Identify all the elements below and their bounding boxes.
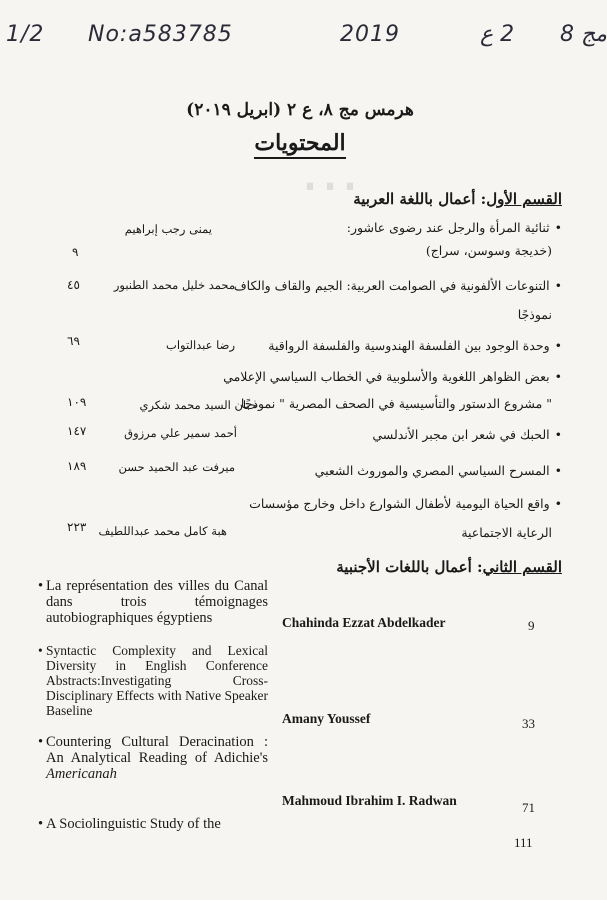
toc-entry-title-cont: الرعاية الاجتماعية xyxy=(461,525,552,540)
toc-entry-page: 33 xyxy=(522,716,535,731)
toc-entry-page: ١٠٩ xyxy=(67,395,87,409)
toc-entry-title xyxy=(38,734,268,782)
toc-entry-title xyxy=(38,578,268,626)
toc-entry-page: ١٨٩ xyxy=(67,459,87,473)
handwritten-issue: 2 ع xyxy=(480,22,515,47)
toc-entry-title-cont: نموذجًا xyxy=(517,307,552,322)
bullet-icon: • xyxy=(38,816,44,832)
bullet-icon: • xyxy=(38,643,43,658)
toc-entry-page: ٤٥ xyxy=(67,278,80,292)
handwritten-page-count: 1/2 xyxy=(6,22,45,47)
issue-header: هرمس مج ٨، ع ٢ (ابريل ٢٠١٩) xyxy=(186,100,414,120)
section-heading-foreign xyxy=(336,558,562,576)
handwritten-record-number: No:a583785 xyxy=(88,22,233,47)
bullet-icon: • xyxy=(38,578,44,594)
bleed-through-text: ⋯ xyxy=(300,150,360,220)
toc-entry-author: أحمد سمير علي مرزوق xyxy=(124,426,237,440)
toc-entry-page: ٢٢٣ xyxy=(67,520,87,534)
entry-title-text: Syntactic Complexity and Lexical Diversity in English Conference Abstracts:Investigating Cross-Disciplinary Effects with Native Speaker Baseline xyxy=(46,643,268,718)
toc-entry-title-cont: " مشروع الدستور والتأسيسية في الصحف المصرية " نموذجًا xyxy=(240,396,552,411)
toc-entry-title: • واقع الحياة اليومية لأطفال الشوارع داخل وخارج مؤسسات xyxy=(249,496,562,511)
toc-entry-title xyxy=(38,816,268,832)
section-heading-arabic xyxy=(353,190,562,208)
toc-entry-author: يمنى رجب إبراهيم xyxy=(124,222,212,236)
toc-entry-title: • بعض الظواهر اللغوية والأسلوبية في الخطاب السياسي الإعلامي xyxy=(223,369,562,384)
toc-entry-page: ٦٩ xyxy=(67,334,80,348)
page-title xyxy=(150,130,450,156)
toc-entry-author: هبة كامل محمد عبداللطيف xyxy=(98,524,227,538)
toc-entry-author: ميرفت عبد الحميد حسن xyxy=(118,460,235,474)
toc-entry-author: Amany Youssef xyxy=(282,711,371,726)
section-label: القسم الثاني xyxy=(482,558,562,576)
bullet-icon: • xyxy=(38,734,44,750)
entry-title-text: A Sociolinguistic Study of the xyxy=(46,816,221,832)
section-title: : أعمال باللغات الأجنبية xyxy=(336,558,483,576)
toc-entry-page: ١٤٧ xyxy=(67,424,87,438)
entry-title-italic: Americanah xyxy=(46,766,117,782)
toc-entry-author: رضا عبدالتواب xyxy=(166,338,235,352)
toc-entry-title: • وحدة الوجود بين الفلسفة الهندوسية والفلسفة الرواقية xyxy=(268,338,562,353)
handwritten-year: 2019 xyxy=(340,22,400,47)
entry-title-text: Countering Cultural Deracination : An Analytical Reading of Adichie's xyxy=(46,734,268,766)
toc-entry-page: 9 xyxy=(528,618,535,633)
section-title: : أعمال باللغة العربية xyxy=(353,190,487,208)
handwritten-volume: مج 8 xyxy=(560,22,607,47)
section-label: القسم الأول xyxy=(486,190,562,208)
toc-entry-title xyxy=(38,643,268,718)
toc-entry-author: Chahinda Ezzat Abdelkader xyxy=(282,615,446,630)
toc-entry-page: ٩ xyxy=(72,245,79,259)
entry-title-text: La représentation des villes du Canal dans trois témoignages autobiographiques égyptiens xyxy=(46,578,268,626)
toc-entry-title: • الحبك في شعر ابن مجبر الأندلسي xyxy=(372,427,562,442)
toc-entry-author: محمد خليل محمد الطنبور xyxy=(113,278,235,292)
toc-entry-page: 71 xyxy=(522,800,535,815)
toc-entry-author: Mahmoud Ibrahim I. Radwan xyxy=(282,793,457,808)
toc-entry-author: حنان السيد محمد شكري xyxy=(139,398,257,412)
toc-entry-title: • ثنائية المرأة والرجل عند رضوى عاشور: xyxy=(347,220,562,235)
toc-entry-title: • التنوعات الألفونية في الصوامت العربية: الجيم والقاف والكاف xyxy=(234,278,562,293)
toc-entry-page: 111 xyxy=(514,835,533,850)
toc-entry-title-cont: (خديجة وسوسن، سراج) xyxy=(425,243,552,258)
toc-title-text: المحتويات xyxy=(254,130,345,159)
toc-entry-title: • المسرح السياسي المصري والموروث الشعبي xyxy=(315,463,562,478)
